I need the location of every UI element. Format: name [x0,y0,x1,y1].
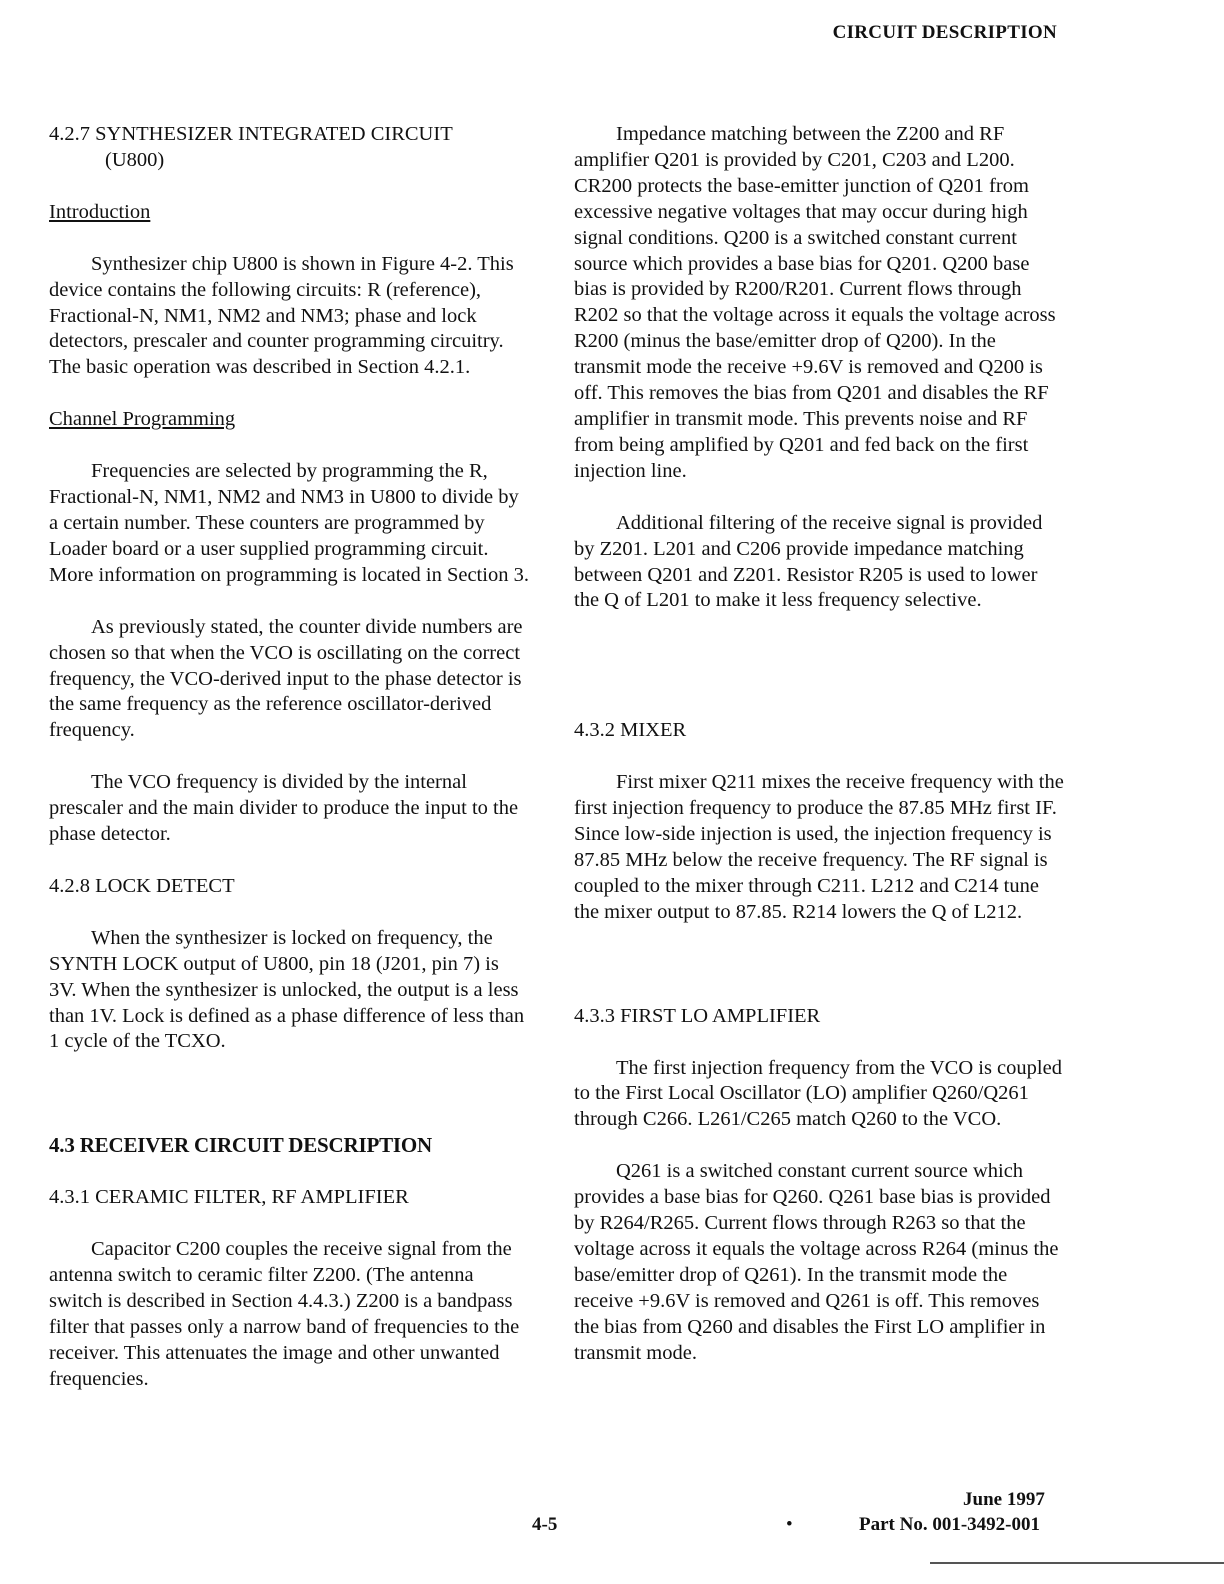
lock-detect-paragraph: When the synthesizer is locked on frequency, the SYNTH LOCK output of U800, pin 18 (J201, pin 7) is 3V. When the synthesizer is unlocked, the output is a less than 1V. Lock is defined as a phase difference of less than 1 cycle of the TCXO. [49,926,525,1053]
introduction-subheading: Introduction [49,200,151,223]
section-4-2-7-heading-line2: (U800) [105,148,165,171]
footer-date: June 1997 [963,1489,1045,1510]
footer-rule [930,1562,1224,1564]
section-4-2-7-heading-line1: 4.2.7 SYNTHESIZER INTEGRATED CIRCUIT [49,123,453,145]
introduction-paragraph: Synthesizer chip U800 is shown in Figure 4-2. This device contains the following circuits: R (reference), Fractional-N, NM1, NM2 and NM3; phase and lock detectors, prescaler and counter programming circuitry. The basic operation was described in Section 4.2.1. [49,252,514,379]
first-lo-amplifier-paragraph-2: Q261 is a switched constant current source which provides a base bias for Q260. Q261 base bias is provided by R264/R265. Current flows through R263 so that the voltage across it equals the voltage across R264 (minus the base/emitter drop of Q261). In the transmit mode the receive +9.6V is removed and Q261 is off. This removes the bias from Q260 and disables the First LO amplifier in transmit mode. [574,1160,1059,1364]
first-lo-amplifier-paragraph-1: The first injection frequency from the VCO is coupled to the First Local Oscillator (LO) amplifier Q260/Q261 through C266. L261/C265 match Q260 to the VCO. [574,1056,1062,1131]
channel-programming-paragraph-2: As previously stated, the counter divide numbers are chosen so that when the VCO is oscillating on the correct frequency, the VCO-derived input to the phase detector is the same frequency as the reference oscillator-derived frequency. [49,615,523,742]
mixer-paragraph: First mixer Q211 mixes the receive frequency with the first injection frequency to produce the 87.85 MHz first IF. Since low-side injection is used, the injection frequency is 87.85 MHz below the receive frequency. The RF signal is coupled to the mixer through C211. L212 and C214 tune the mixer output to 87.85. R214 lowers the Q of L212. [574,771,1064,923]
section-4-3-1-heading: 4.3.1 CERAMIC FILTER, RF AMPLIFIER [49,1186,409,1209]
channel-programming-subheading: Channel Programming [49,408,236,431]
section-4-3-3-heading: 4.3.3 FIRST LO AMPLIFIER [574,1004,821,1027]
spacer [574,952,1064,1004]
ceramic-filter-paragraph: Capacitor C200 couples the receive signal from the antenna switch to ceramic filter Z200. (The antenna switch is described in Section 4.4.3.) Z200 is a bandpass filter that passes only a narrow band of frequencies to the receiver. This attenuates the image and other unwanted frequencies. [49,1238,520,1390]
spacer [49,1081,529,1133]
left-column [49,122,529,1419]
channel-programming-paragraph-3: The VCO frequency is divided by the internal prescaler and the main divider to produce the input to the phase detector. [49,771,519,846]
footer-part-number: Part No. 001-3492-001 [859,1514,1040,1535]
channel-programming-paragraph-1: Frequencies are selected by programming the R, Fractional-N, NM1, NM2 and NM3 in U800 to divide by a certain number. These counters are programmed by Loader board or a user supplied programming circuit. More information on programming is located in Section 3. [49,460,529,586]
rf-amplifier-paragraph-1: Impedance matching between the Z200 and RF amplifier Q201 is provided by C201, C203 and L200. CR200 protects the base-emitter junction of Q201 from excessive negative voltages that may occur during high signal conditions. Q200 is a switched constant current source which provides a base bias for Q201. Q200 base bias is provided by R200/R201. Current flows through R202 so that the voltage across it equals the voltage across R200 (minus the base/emitter drop of Q200). In the transmit mode the receive +9.6V is removed and Q200 is off. This removes the bias from Q201 and disables the RF amplifier in transmit mode. This prevents noise and RF from being amplified by Q201 and fed back on the first injection line. [574,123,1056,482]
spacer [574,640,1064,718]
section-4-2-7-heading [49,122,529,174]
section-4-3-2-heading: 4.3.2 MIXER [574,719,687,742]
footer-page-number: 4-5 [532,1514,558,1535]
footer-bullet: • [786,1514,793,1535]
section-4-2-8-heading: 4.2.8 LOCK DETECT [49,874,235,897]
rf-amplifier-paragraph-2: Additional filtering of the receive signal is provided by Z201. L201 and C206 provide impedance matching between Q201 and Z201. Resistor R205 is used to lower the Q of L201 to make it less frequency selective. [574,511,1043,612]
right-column [574,122,1064,1393]
section-4-3-heading: 4.3 RECEIVER CIRCUIT DESCRIPTION [49,1133,432,1158]
running-header: CIRCUIT DESCRIPTION [832,22,1057,43]
